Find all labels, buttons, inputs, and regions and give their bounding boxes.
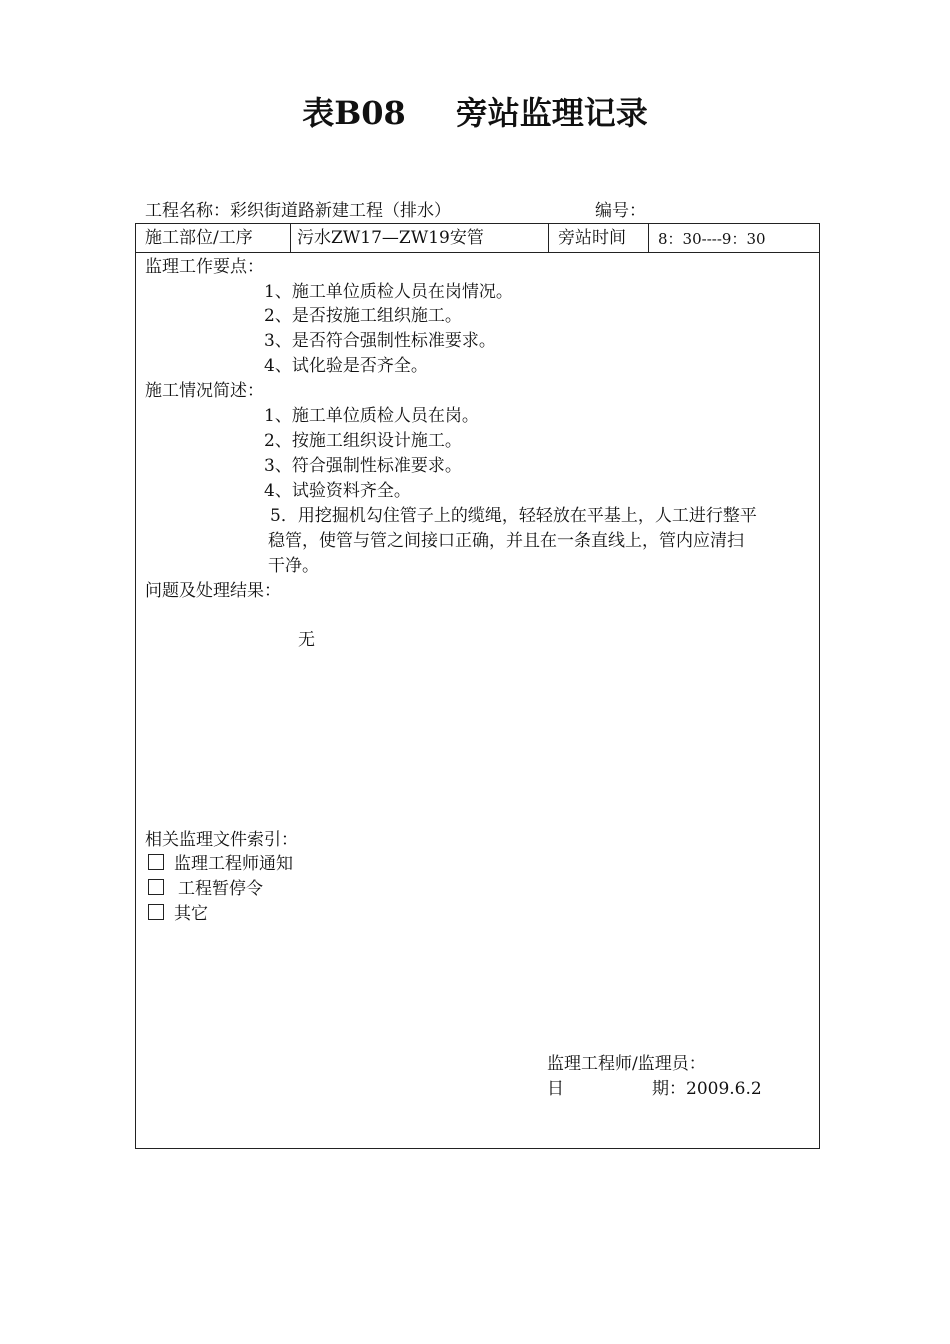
situation-item: 4、试验资料齐全。	[264, 481, 411, 501]
doc-option-other[interactable]	[148, 902, 208, 926]
form-code: 表B08	[302, 94, 406, 132]
doc-option-suspension-order[interactable]	[148, 877, 263, 901]
key-point-item: 3、是否符合强制性标准要求。	[264, 331, 496, 351]
key-point-item: 4、试化验是否齐全。	[264, 356, 428, 376]
cell-divider	[648, 224, 649, 252]
engineer-signature-label: 监理工程师/监理员：	[547, 1054, 706, 1074]
documents-heading: 相关监理文件索引：	[145, 830, 298, 850]
part-label: 施工部位/工序	[145, 228, 253, 248]
doc-option-engineer-notice[interactable]	[148, 852, 293, 876]
date-line	[652, 1077, 762, 1101]
time-value: 8：30----9：30	[658, 230, 766, 248]
key-points-heading: 监理工作要点：	[145, 257, 264, 277]
record-table	[135, 223, 820, 1149]
cell-divider	[290, 224, 291, 252]
page-title	[0, 88, 950, 134]
time-label: 旁站时间	[558, 228, 626, 248]
project-name: 彩织街道路新建工程（排水）	[230, 201, 451, 221]
doc-option-label: 监理工程师通知	[174, 854, 293, 874]
date-value: 2009.6.2	[686, 1079, 762, 1099]
checkbox-icon[interactable]	[148, 854, 164, 870]
project-name-line	[145, 199, 451, 223]
situation-item-5-line: 5．用挖掘机勾住管子上的缆绳，轻轻放在平基上，人工进行整平	[270, 506, 757, 526]
doc-option-label: 其它	[174, 904, 208, 924]
issues-result: 无	[298, 630, 315, 650]
form-name: 旁站监理记录	[455, 94, 648, 132]
issues-heading: 问题及处理结果：	[145, 581, 281, 601]
situation-item: 1、施工单位质检人员在岗。	[264, 406, 479, 426]
checkbox-icon[interactable]	[148, 879, 164, 895]
header-row-divider	[136, 252, 820, 253]
situation-item-5-line: 稳管，使管与管之间接口正确，并且在一条直线上，管内应清扫	[268, 531, 744, 551]
situation-item-5-line: 干净。	[268, 556, 319, 576]
date-label-day: 日	[547, 1079, 564, 1099]
key-point-item: 1、施工单位质检人员在岗情况。	[264, 282, 513, 302]
number-label: 编号：	[595, 201, 646, 221]
situation-item: 3、符合强制性标准要求。	[264, 456, 462, 476]
situation-item: 2、按施工组织设计施工。	[264, 431, 462, 451]
project-label: 工程名称：	[145, 201, 230, 221]
checkbox-icon[interactable]	[148, 904, 164, 920]
cell-divider	[548, 224, 549, 252]
doc-option-label: 工程暂停令	[178, 879, 263, 899]
situation-heading: 施工情况简述：	[145, 381, 264, 401]
part-value: 污水ZW17—ZW19安管	[297, 228, 484, 248]
date-label: 期：	[652, 1079, 686, 1099]
key-point-item: 2、是否按施工组织施工。	[264, 306, 462, 326]
